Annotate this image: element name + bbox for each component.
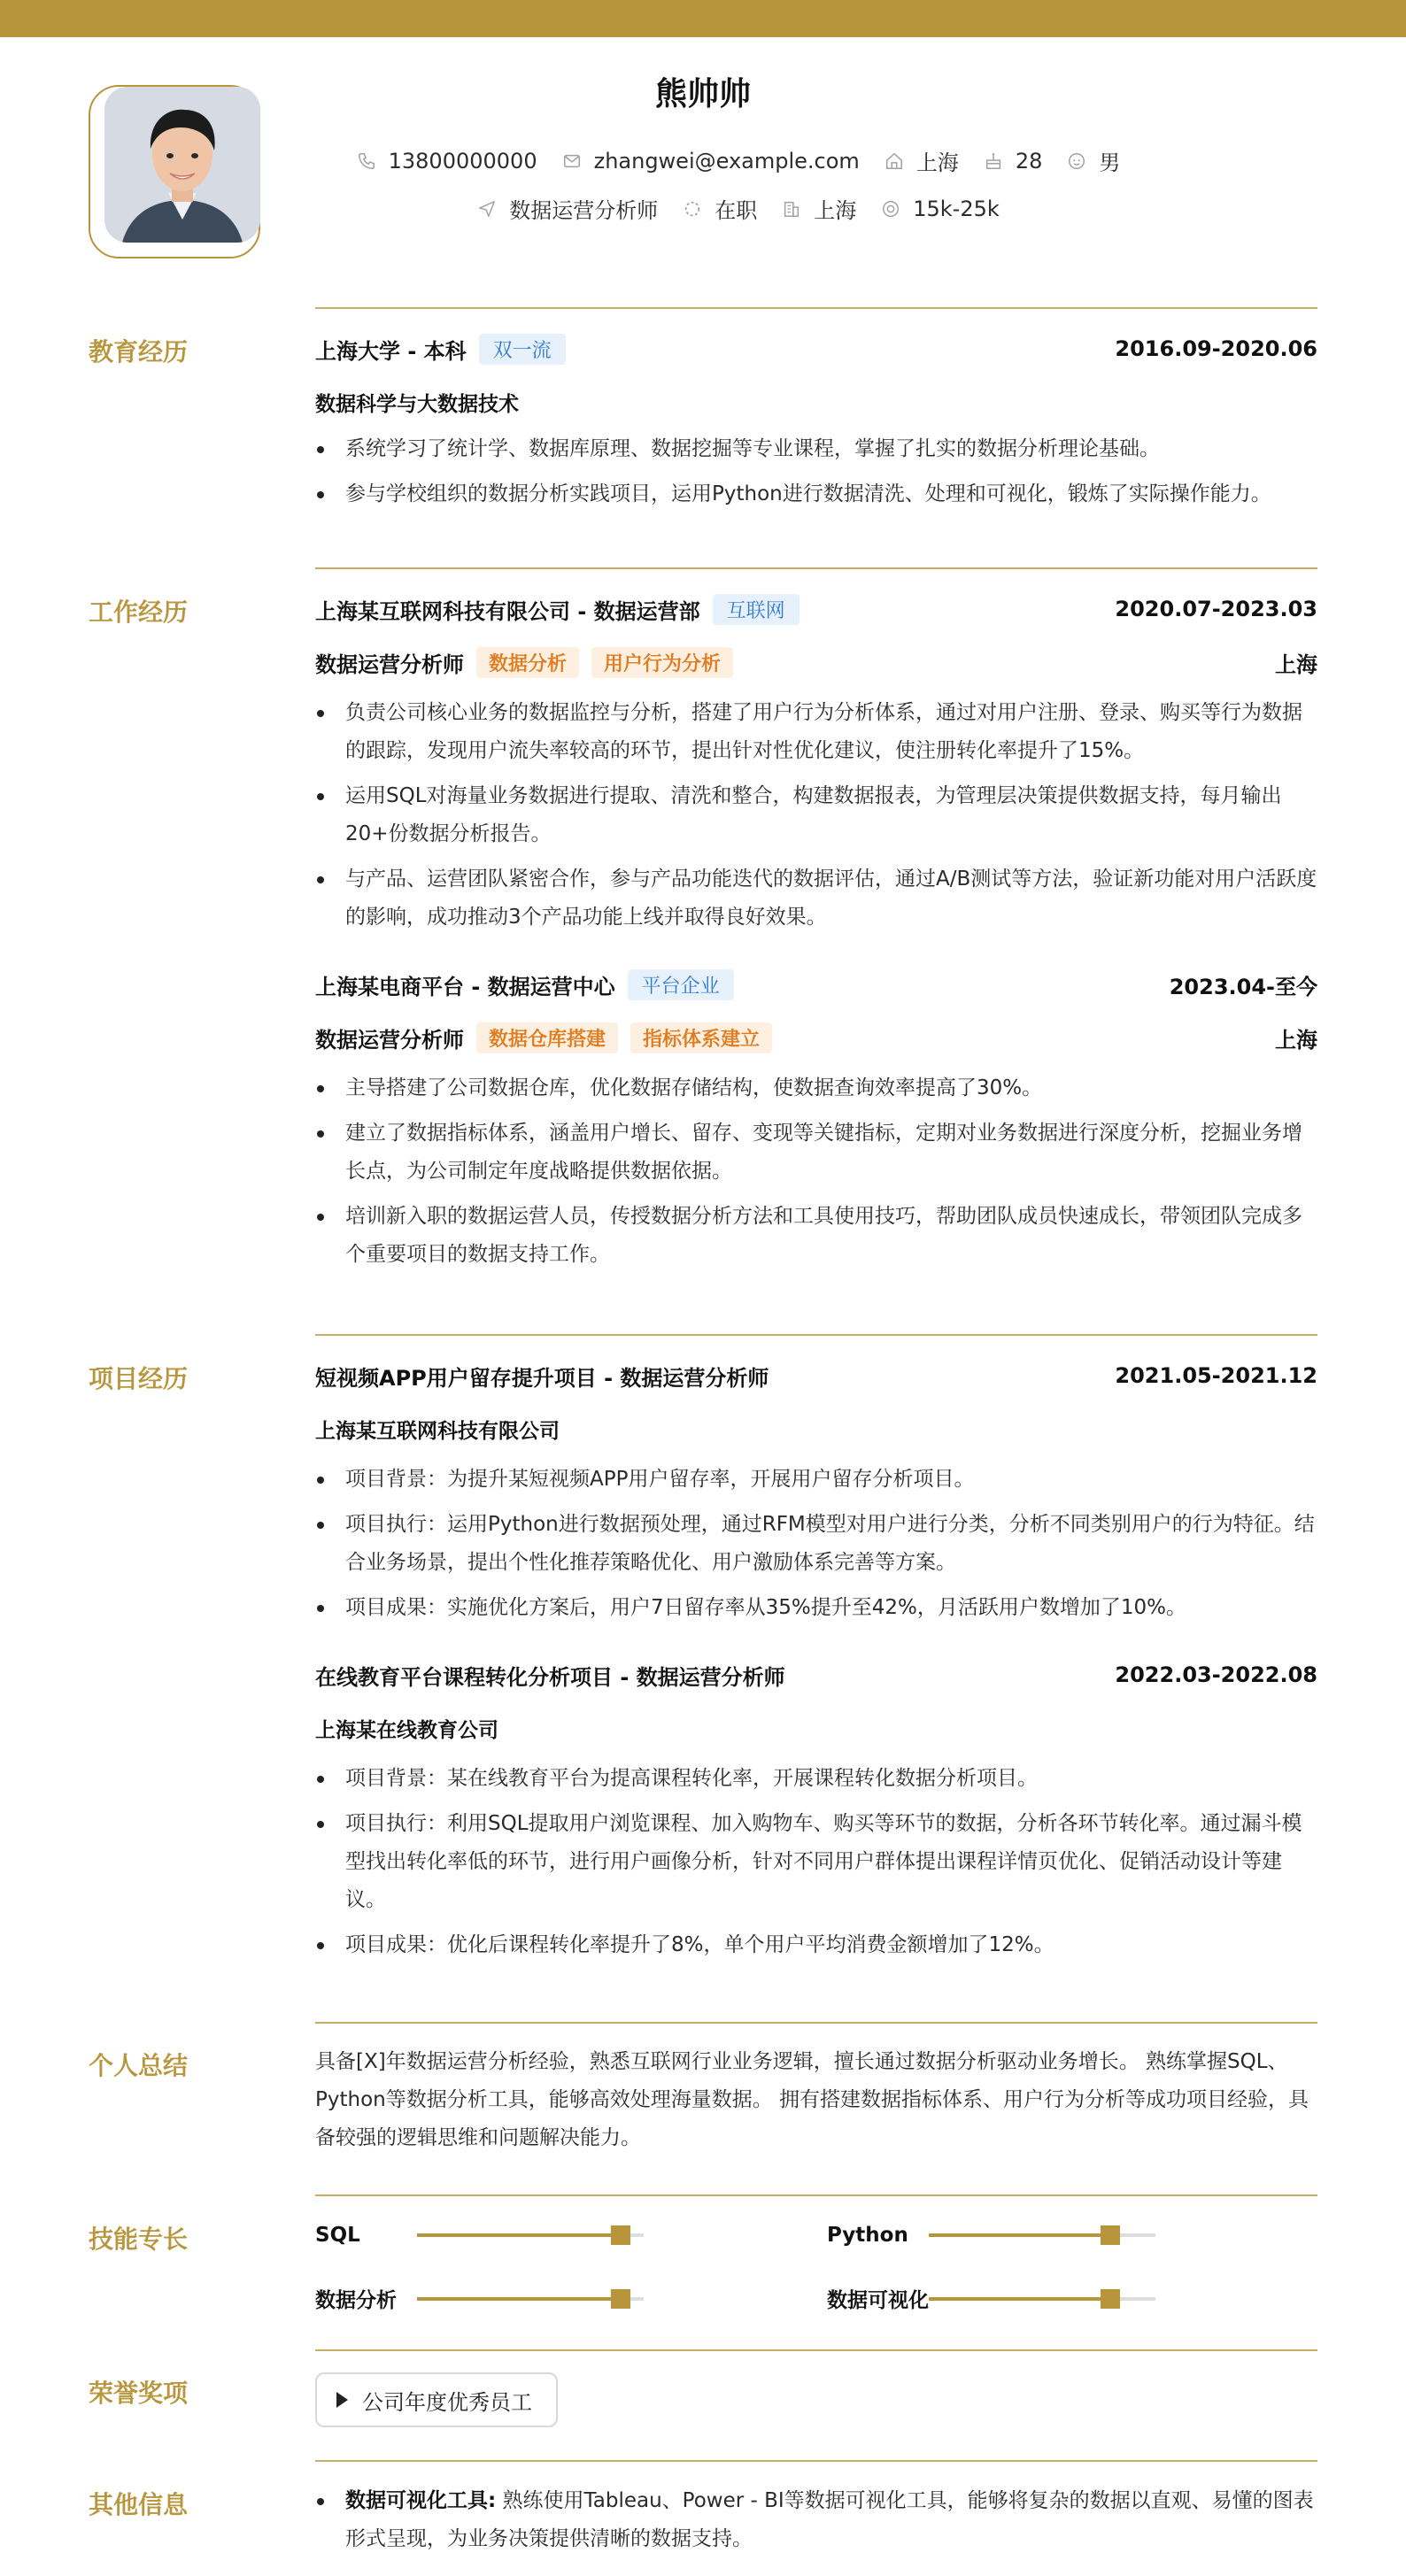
home-icon: [885, 151, 904, 171]
top-accent-bar: [0, 0, 1406, 37]
awards-divider: [315, 2349, 1317, 2351]
other-section-title: 其他信息: [89, 2490, 189, 2519]
job-role-row: [315, 1022, 1317, 1053]
list-item: 参与学校组织的数据分析实践项目，运用Python进行数据清洗、处理和可视化，锻炼了实际操作能力。: [315, 475, 1317, 513]
loading-icon: [683, 199, 702, 219]
education-header: [315, 333, 1317, 365]
industry-tag: 平台企业: [628, 969, 734, 1000]
company-name: 上海某电商平台 - 数据运营中心: [315, 974, 615, 999]
project-header: [315, 1360, 1317, 1392]
award-text: 公司年度优秀员工: [362, 2389, 532, 2415]
project-header: [315, 1659, 1317, 1691]
list-item: 建立了数据指标体系，涵盖用户增长、留存、变现等关键指标，定期对业务数据进行深度分析，挖掘业务增长点，为公司制定年度战略提供数据依据。: [315, 1114, 1317, 1191]
skill-name: 数据可视化: [827, 2289, 929, 2312]
education-bullets: [315, 430, 1317, 513]
projects-section-title: 项目经历: [89, 1364, 189, 1393]
other-content: [315, 2482, 1317, 2558]
cake-icon: [984, 151, 1003, 171]
list-item: 项目背景：为提升某短视频APP用户留存率，开展用户留存分析项目。: [315, 1461, 1317, 1499]
age-text: 28: [1015, 148, 1043, 174]
phone-text: 13800000000: [388, 148, 537, 174]
skill-name: SQL: [315, 2224, 360, 2247]
email-text: zhangwei@example.com: [593, 148, 860, 174]
triangle-right-icon: [336, 2392, 348, 2408]
project-period: 2022.03-2022.08: [1115, 1662, 1317, 1687]
city-item: [885, 145, 959, 176]
work-section-title: 工作经历: [89, 598, 189, 627]
company-name: 上海某互联网科技有限公司 - 数据运营部: [315, 598, 700, 624]
list-item: 负责公司核心业务的数据监控与分析，搭建了用户行为分析体系，通过对用户注册、登录、购买等行为数据的跟踪，发现用户流失率较高的环节，提出针对性优化建议，使注册转化率提升了15%。: [315, 694, 1317, 770]
summary-divider: [315, 2022, 1317, 2024]
job-header: [315, 968, 1317, 1000]
job-role: 数据运营分析师: [315, 652, 464, 677]
skill-track: [417, 2233, 644, 2237]
skill-fill: [417, 2233, 621, 2237]
skill-data-visualization: [827, 2284, 1155, 2313]
position-item: [477, 193, 658, 224]
job-bullets: [315, 694, 1317, 937]
awards-section-title: 荣誉奖项: [89, 2379, 189, 2408]
phone-icon: [357, 151, 376, 171]
send-icon: [477, 199, 497, 219]
job-period: 2023.04-至今: [1169, 974, 1317, 999]
skill-tag: 数据分析: [476, 647, 579, 678]
award-item[interactable]: [315, 2372, 558, 2427]
list-item: 项目成果：实施优化方案后，用户7日留存率从35%提升至42%，月活跃用户数增加了10%。: [315, 1589, 1317, 1627]
gender-item: [1067, 145, 1120, 176]
school-tag: 双一流: [479, 334, 566, 365]
education-divider: [315, 307, 1317, 309]
job-header: [315, 593, 1317, 625]
skill-fill: [417, 2297, 621, 2301]
projects-divider: [315, 1334, 1317, 1336]
status-item: [683, 193, 757, 224]
status-text: 在职: [715, 198, 758, 223]
list-item: 培训新入职的数据运营人员，传授数据分析方法和工具使用技巧，帮助团队成员快速成长，带领团队完成多个重要项目的数据支持工作。: [315, 1198, 1317, 1274]
position-text: 数据运营分析师: [509, 198, 659, 223]
education-period: 2016.09-2020.06: [1115, 336, 1317, 361]
list-item: 项目成果：优化后课程转化率提升了8%，单个用户平均消费金额增加了12%。: [315, 1926, 1317, 1964]
project-org: 上海某互联网科技有限公司: [315, 1419, 560, 1443]
skill-knob: [611, 2289, 630, 2309]
list-item: [315, 2482, 1317, 2558]
candidate-name: 熊帅帅: [654, 76, 751, 112]
job-location: 上海: [1275, 652, 1317, 677]
job-role: 数据运营分析师: [315, 1027, 464, 1053]
project-org: 上海某在线教育公司: [315, 1718, 498, 1742]
list-item: 系统学习了统计学、数据库原理、数据挖掘等专业课程，掌握了扎实的数据分析理论基础。: [315, 430, 1317, 468]
project-period: 2021.05-2021.12: [1115, 1363, 1317, 1388]
skill-tag: 数据仓库搭建: [476, 1022, 618, 1053]
target-city-text: 上海: [814, 198, 857, 223]
skill-name: 数据分析: [315, 2289, 397, 2312]
list-item: 主导搭建了公司数据仓库，优化数据存储结构，使数据查询效率提高了30%。: [315, 1069, 1317, 1107]
list-item: 与产品、运营团队紧密合作，参与产品功能迭代的数据评估，通过A/B测试等方法，验证新功能对用户活跃度的影响，成功推动3个产品功能上线并取得良好效果。: [315, 860, 1317, 937]
skill-data-analysis: [315, 2284, 644, 2313]
city-text: 上海: [915, 150, 959, 175]
skill-knob: [1101, 2289, 1120, 2309]
skill-fill: [929, 2297, 1110, 2301]
skills-divider: [315, 2194, 1317, 2196]
job-bullets: [315, 1069, 1317, 1274]
other-text: 熟练使用Tableau、Power - BI等数据可视化工具，能够将复杂的数据以直观、易懂的图表形式呈现，为业务决策提供清晰的数据支持。: [345, 2489, 1314, 2550]
major: 数据科学与大数据技术: [315, 392, 519, 416]
list-item: 项目背景：某在线教育平台为提高课程转化率，开展课程转化数据分析项目。: [315, 1760, 1317, 1798]
education-content: [315, 333, 1317, 513]
project-bullets: [315, 1461, 1317, 1627]
skill-track: [929, 2297, 1155, 2301]
salary-item: [881, 197, 1000, 221]
project-bullets: [315, 1760, 1317, 1964]
work-divider: [315, 567, 1317, 569]
project-name: 在线教育平台课程转化分析项目 - 数据运营分析师: [315, 1664, 785, 1690]
skill-track: [929, 2233, 1155, 2237]
job-period: 2020.07-2023.03: [1115, 597, 1317, 621]
job-intent-row: [35, 193, 1406, 224]
target-city-item: [782, 193, 856, 224]
education-section-title: 教育经历: [89, 337, 189, 366]
skill-tag: 用户行为分析: [591, 647, 733, 678]
skill-fill: [929, 2233, 1110, 2237]
school-name: 上海大学 - 本科: [315, 338, 467, 364]
list-item: 项目执行：利用SQL提取用户浏览课程、加入购物车、购买等环节的数据，分析各环节转化率。通过漏斗模型找出转化率低的环节，进行用户画像分析，针对不同用户群体提出课程详情页优化、促销活动设计等建议。: [315, 1805, 1317, 1919]
skill-python: [827, 2224, 1155, 2247]
contact-row: [35, 145, 1406, 176]
skill-tag: 指标体系建立: [630, 1022, 772, 1053]
skill-track: [417, 2297, 644, 2301]
phone-item: [357, 149, 537, 174]
mail-icon: [562, 151, 582, 171]
building-icon: [782, 199, 801, 219]
coin-icon: [881, 199, 900, 219]
industry-tag: 互联网: [713, 594, 800, 625]
other-label: 数据可视化工具:: [345, 2489, 497, 2512]
summary-section-title: 个人总结: [89, 2051, 189, 2080]
list-item: 运用SQL对海量业务数据进行提取、清洗和整合，构建数据报表，为管理层决策提供数据支持，每月输出20+份数据分析报告。: [315, 777, 1317, 853]
projects-content: [315, 1360, 1317, 1964]
list-item: 项目执行：运用Python进行数据预处理，通过RFM模型对用户进行分类，分析不同类别用户的行为特征。结合业务场景，提出个性化推荐策略优化、用户激励体系完善等方案。: [315, 1506, 1317, 1582]
work-content: [315, 593, 1317, 1274]
job-location: 上海: [1275, 1027, 1317, 1053]
face-icon: [1067, 151, 1086, 171]
project-name: 短视频APP用户留存提升项目 - 数据运营分析师: [315, 1365, 769, 1391]
skill-name: Python: [827, 2224, 908, 2247]
salary-text: 15k-25k: [913, 196, 1000, 221]
gender-text: 男: [1099, 150, 1121, 175]
job-role-row: [315, 646, 1317, 678]
other-bullets: [315, 2482, 1317, 2558]
other-divider: [315, 2460, 1317, 2462]
summary-text: 具备[X]年数据运营分析经验，熟悉互联网行业业务逻辑，擅长通过数据分析驱动业务增长。 熟练掌握SQL、Python等数据分析工具，能够高效处理海量数据。 拥有搭建数据指标体系、用户行为分析等成功项目经验，具备较强的逻辑思维和问题解决能力。: [315, 2050, 1309, 2149]
age-item: [984, 149, 1043, 174]
skill-sql: [315, 2224, 644, 2247]
skills-section-title: 技能专长: [89, 2225, 189, 2254]
skill-knob: [1101, 2225, 1120, 2245]
email-item: [562, 149, 860, 174]
skill-knob: [611, 2225, 630, 2245]
summary-content: [315, 2043, 1317, 2157]
